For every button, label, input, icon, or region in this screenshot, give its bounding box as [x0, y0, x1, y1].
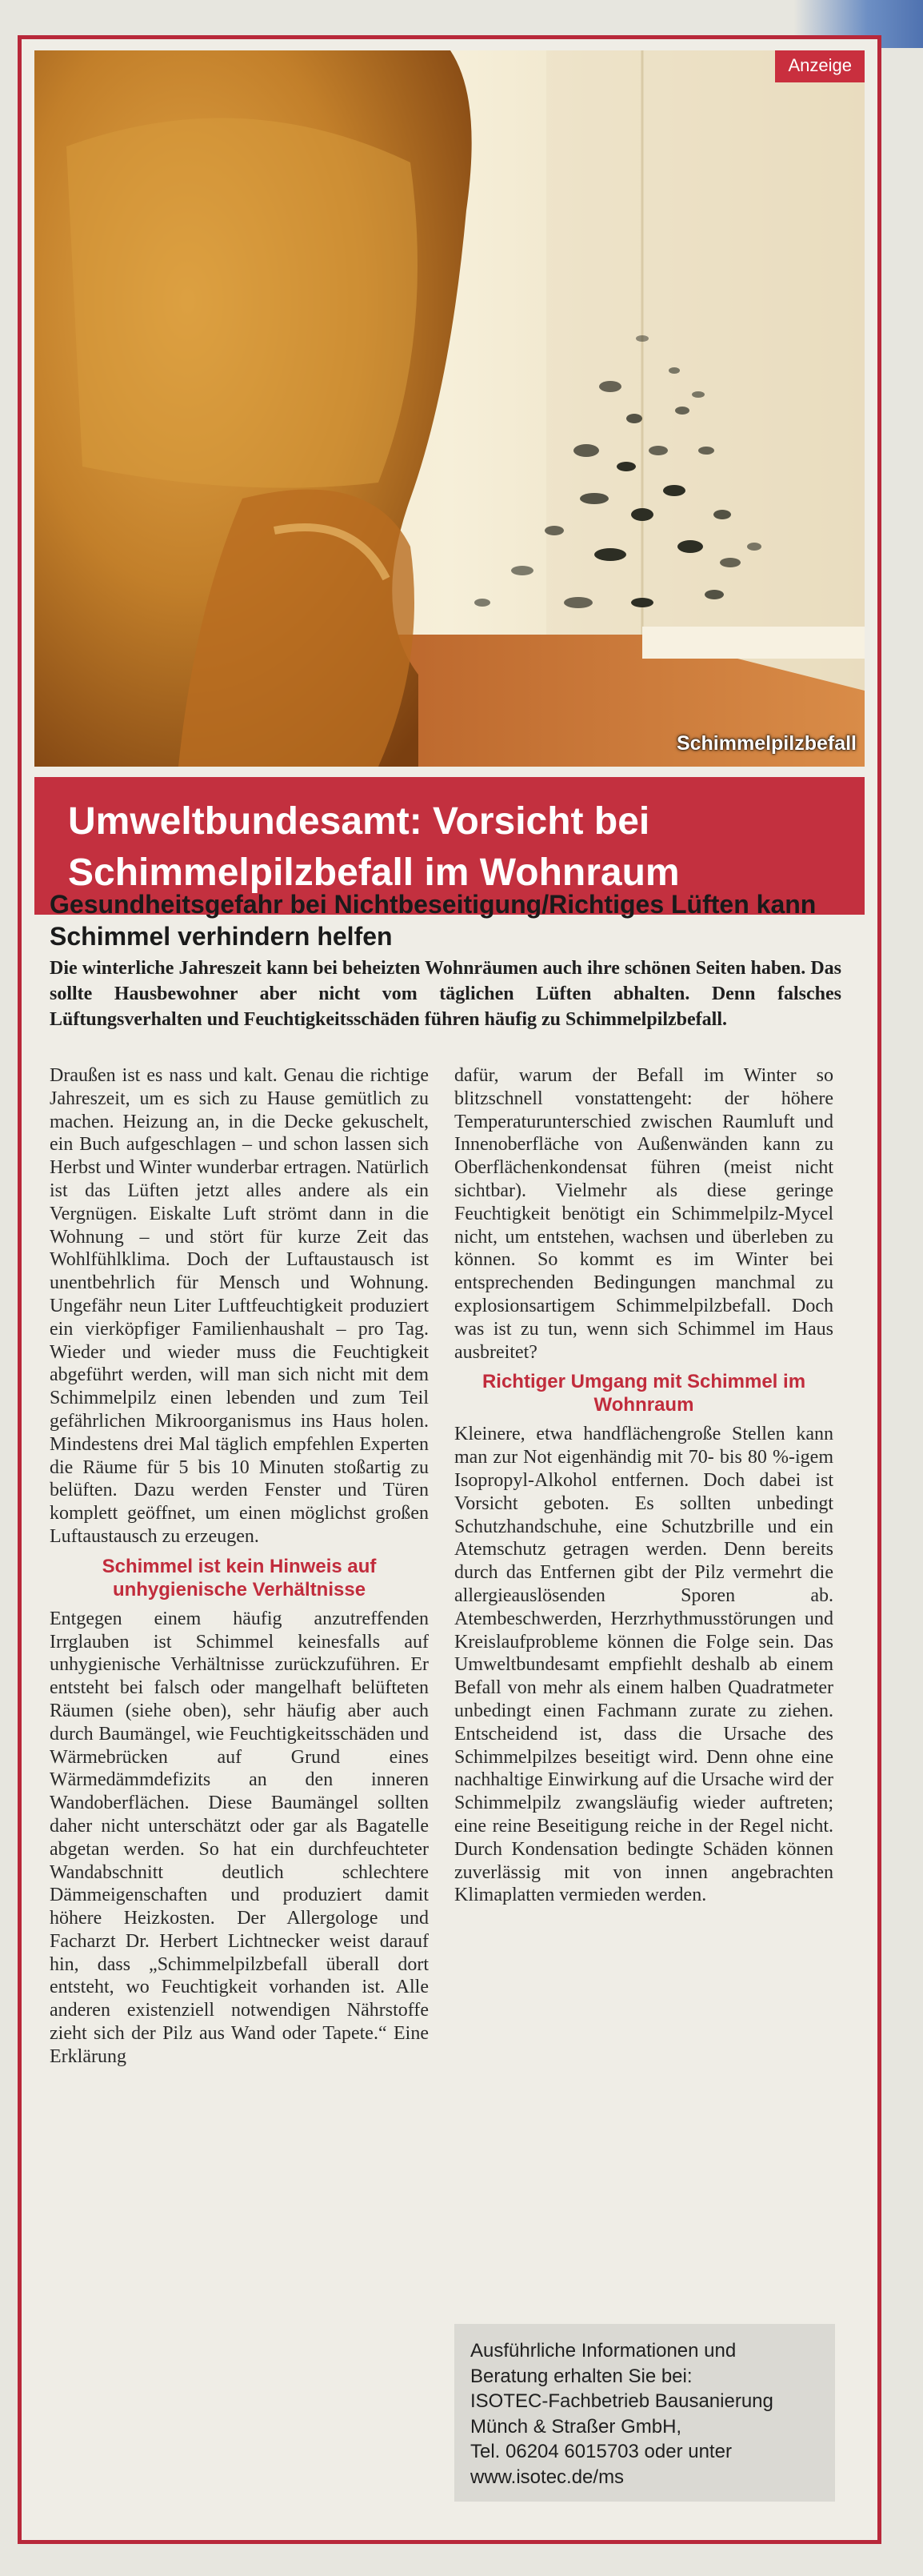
info-line: Münch & Straßer GmbH, — [470, 2415, 682, 2438]
info-link[interactable]: www.isotec.de/ms — [470, 2466, 625, 2488]
info-line: Tel. 06204 6015703 oder unter — [470, 2441, 732, 2462]
article-column-right — [454, 1064, 833, 1907]
section-heading: Schimmel ist kein Hinweis auf unhygienische Verhältnisse — [102, 1555, 377, 1600]
paragraph: Kleinere, etwa handflächengroße Stellen kann man zur Not eigenhändig mit 70- bis 80 %-igem Isopropyl-Alkohol entfernen. Doch dabei ist Vorsicht geboten. Es sollten unbedingt Schutzhandschuhe, eine Schutzbrille und ein Atemschutz getragen werden. Denn bereits durch das Entfernen gibt der Pilz vermehrt die allergieauslösenden Sporen ab. Atembeschwerden, Herzrhythmusstörungen und Kreislaufprobleme können die Folge sein. Das Umweltbundesamt empfiehlt deshalb ab einem Befall von mehr als einem halben Quadratmeter unbedingt einen Fachmann zurate zu ziehen. Entscheidend ist, dass die Ursache des Schimmelpilzes beseitigt wird. Denn ohne eine nachhaltige Einwirkung auf die Ursache wird der Schimmelpilz zwangsläufig wieder auftreten; eine reine Beseitigung reiche in der Regel nicht. Durch Kondensation bedingte Schäden können zuverlässig mit von innen angebrachten Klimaplatten vermieden werden. — [454, 1424, 833, 1906]
info-line: Beratung erhalten Sie bei: — [470, 2365, 693, 2387]
subheadline: Gesundheitsgefahr bei Nichtbeseitigung/Richtiges Lüften kann Schimmel verhindern helfen — [50, 890, 817, 951]
mold-photo — [34, 50, 865, 767]
paragraph: Draußen ist es nass und kalt. Genau die richtige Jahreszeit, um es sich zu Hause gemütlich zu machen. Heizung an, in die Decke gekuschelt, ein Buch aufgeschlagen – und schon lassen sich Herbst und Winter wunderbar ertragen. Natürlich ist das Lüften jetzt alles andere als ein Vergnügen. Eiskalte Luft strömt dann in die Wohnung – und stört für kurze Zeit das Wohlfühlklima. Doch der Luftaustausch ist unentbehrlich für Mensch und Wohnung. Ungefähr neun Liter Luftfeuchtigkeit produziert ein vierköpfiger Familienhaushalt – pro Tag. Wieder und wieder muss die Feuchtigkeit abgeführt werden, will man sich nicht mit dem Schimmelpilz einen lebenden und zum Teil gefährlichen Mikroorganismus ins Haus holen. Mindestens drei Mal täglich empfehlen Experten die Räume für 5 bis 10 Minuten stoßartig zu belüften. Dazu werden Fenster und Türen komplett geöffnet, um einen möglichst großen Luftaustausch zu erzeugen. — [50, 1065, 429, 1547]
contact-info-box — [454, 2324, 835, 2502]
headline: Umweltbundesamt: Vorsicht bei Schimmelpilzbefall im Wohnraum — [68, 800, 680, 894]
paragraph: Entgegen einem häufig anzutreffenden Irrglauben ist Schimmel keinesfalls auf unhygienische Verhältnisse zurückzuführen. Er entsteht bei falsch oder mangelhaft belüfteten Räumen (siehe oben), sehr häufig aber auch durch Baumängel, wie Feuchtigkeitsschäden und Wärmebrücken auf Grund eines Wärmedämmdefizits an den inneren Wandoberflächen. Diese Baumängel sollten daher nicht unterschätzt oder gar als Bagatelle abgetan werden. So hat ein durchfeuchteter Wandabschnitt deutlich schlechtere Dämmeigenschaften und produziert damit höhere Heizkosten. Der Allergologe und Facharzt Dr. Herbert Lichtnecker weist darauf hin, dass „Schimmelpilzbefall überall dort entsteht, wo Feuchtigkeit vorhanden ist. Alle anderen existenziell notwendigen Nährstoffe zieht sich der Pilz aus Wand oder Tapete.“ Eine Erklärung — [50, 1608, 429, 2067]
image-caption: Schimmelpilzbefall — [676, 732, 857, 755]
armchair-illustration — [34, 50, 472, 767]
paragraph: dafür, warum der Befall im Winter so blitzschnell vonstattengeht: der höhere Temperaturunterschied zwischen Raumluft und Innenoberfläche von Außenwänden kann zu Oberflächenkondensat führen (meist nicht sichtbar). Vielmehr als diese geringe Feuchtigkeit benötigt ein Schimmelpilz-Mycel nicht, um entstehen, wachsen und überleben zu können. So kommt es im Winter bei entsprechenden Bedingungen manchmal zu explosionsartigem Schimmelpilzbefall. Doch was ist zu tun, wenn sich Schimmel im Haus ausbreitet? — [454, 1065, 833, 1363]
ad-label-badge: Anzeige — [775, 50, 865, 82]
info-line: Ausführliche Informationen und — [470, 2340, 737, 2362]
lead-paragraph: Die winterliche Jahreszeit kann bei beheizten Wohnräumen auch ihre schönen Seiten haben. Das sollte Hausbewohner aber nicht vom täglichen Lüften abhalten. Denn falsches Lüftungsverhalten und Feuchtigkeitsschäden führen häufig zu Schimmelpilzbefall. — [50, 958, 841, 1030]
info-line: ISOTEC-Fachbetrieb Bausanierung — [470, 2390, 773, 2412]
article-column-left — [50, 1064, 429, 2069]
photo-illustration — [34, 50, 865, 767]
section-heading: Richtiger Umgang mit Schimmel im Wohnraum — [481, 1371, 806, 1416]
